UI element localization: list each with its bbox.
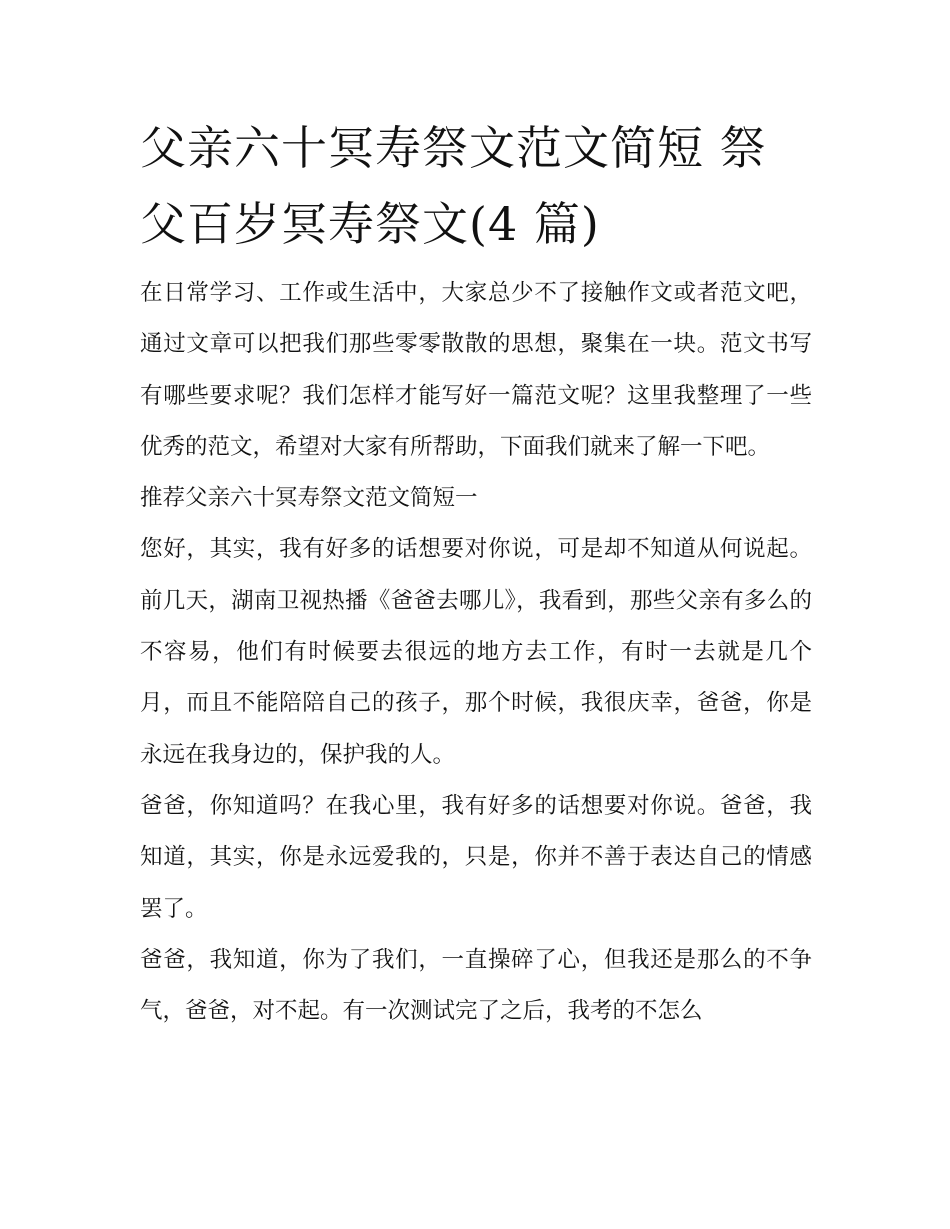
intro-paragraph: 在日常学习、工作或生活中，大家总少不了接触作文或者范文吧，通过文章可以把我们那些零零散散的思想，聚集在一块。范文书写有哪些要求呢？我们怎样才能写好一篇范文呢？这里我整理了一些优秀的范文，希望对大家有所帮助，下面我们就来了解一下吧。	[140, 280, 812, 460]
document-title: 父亲六十冥寿祭文范文简短 祭父百岁冥寿祭文(4 篇)	[140, 121, 767, 251]
body-paragraph-1: 您好，其实，我有好多的话想要对你说，可是却不知道从何说起。前几天，湖南卫视热播《爸爸去哪儿》，我看到，那些父亲有多么的不容易，他们有时候要去很远的地方去工作，有时一去就是几个月，而且不能陪陪自己的孩子，那个时候，我很庆幸，爸爸，你是永远在我身边的，保护我的人。	[140, 536, 812, 768]
section-heading: 推荐父亲六十冥寿祭文范文简短一	[140, 485, 478, 512]
body-paragraph-3: 爸爸，我知道，你为了我们，一直操碎了心，但我还是那么的不争气，爸爸，对不起。有一次测试完了之后，我考的不怎么	[140, 946, 812, 1025]
body-paragraph-2: 爸爸，你知道吗？在我心里，我有好多的话想要对你说。爸爸，我知道，其实，你是永远爱我的，只是，你并不善于表达自己的情感罢了。	[140, 792, 812, 922]
document-body	[140, 110, 812, 1037]
